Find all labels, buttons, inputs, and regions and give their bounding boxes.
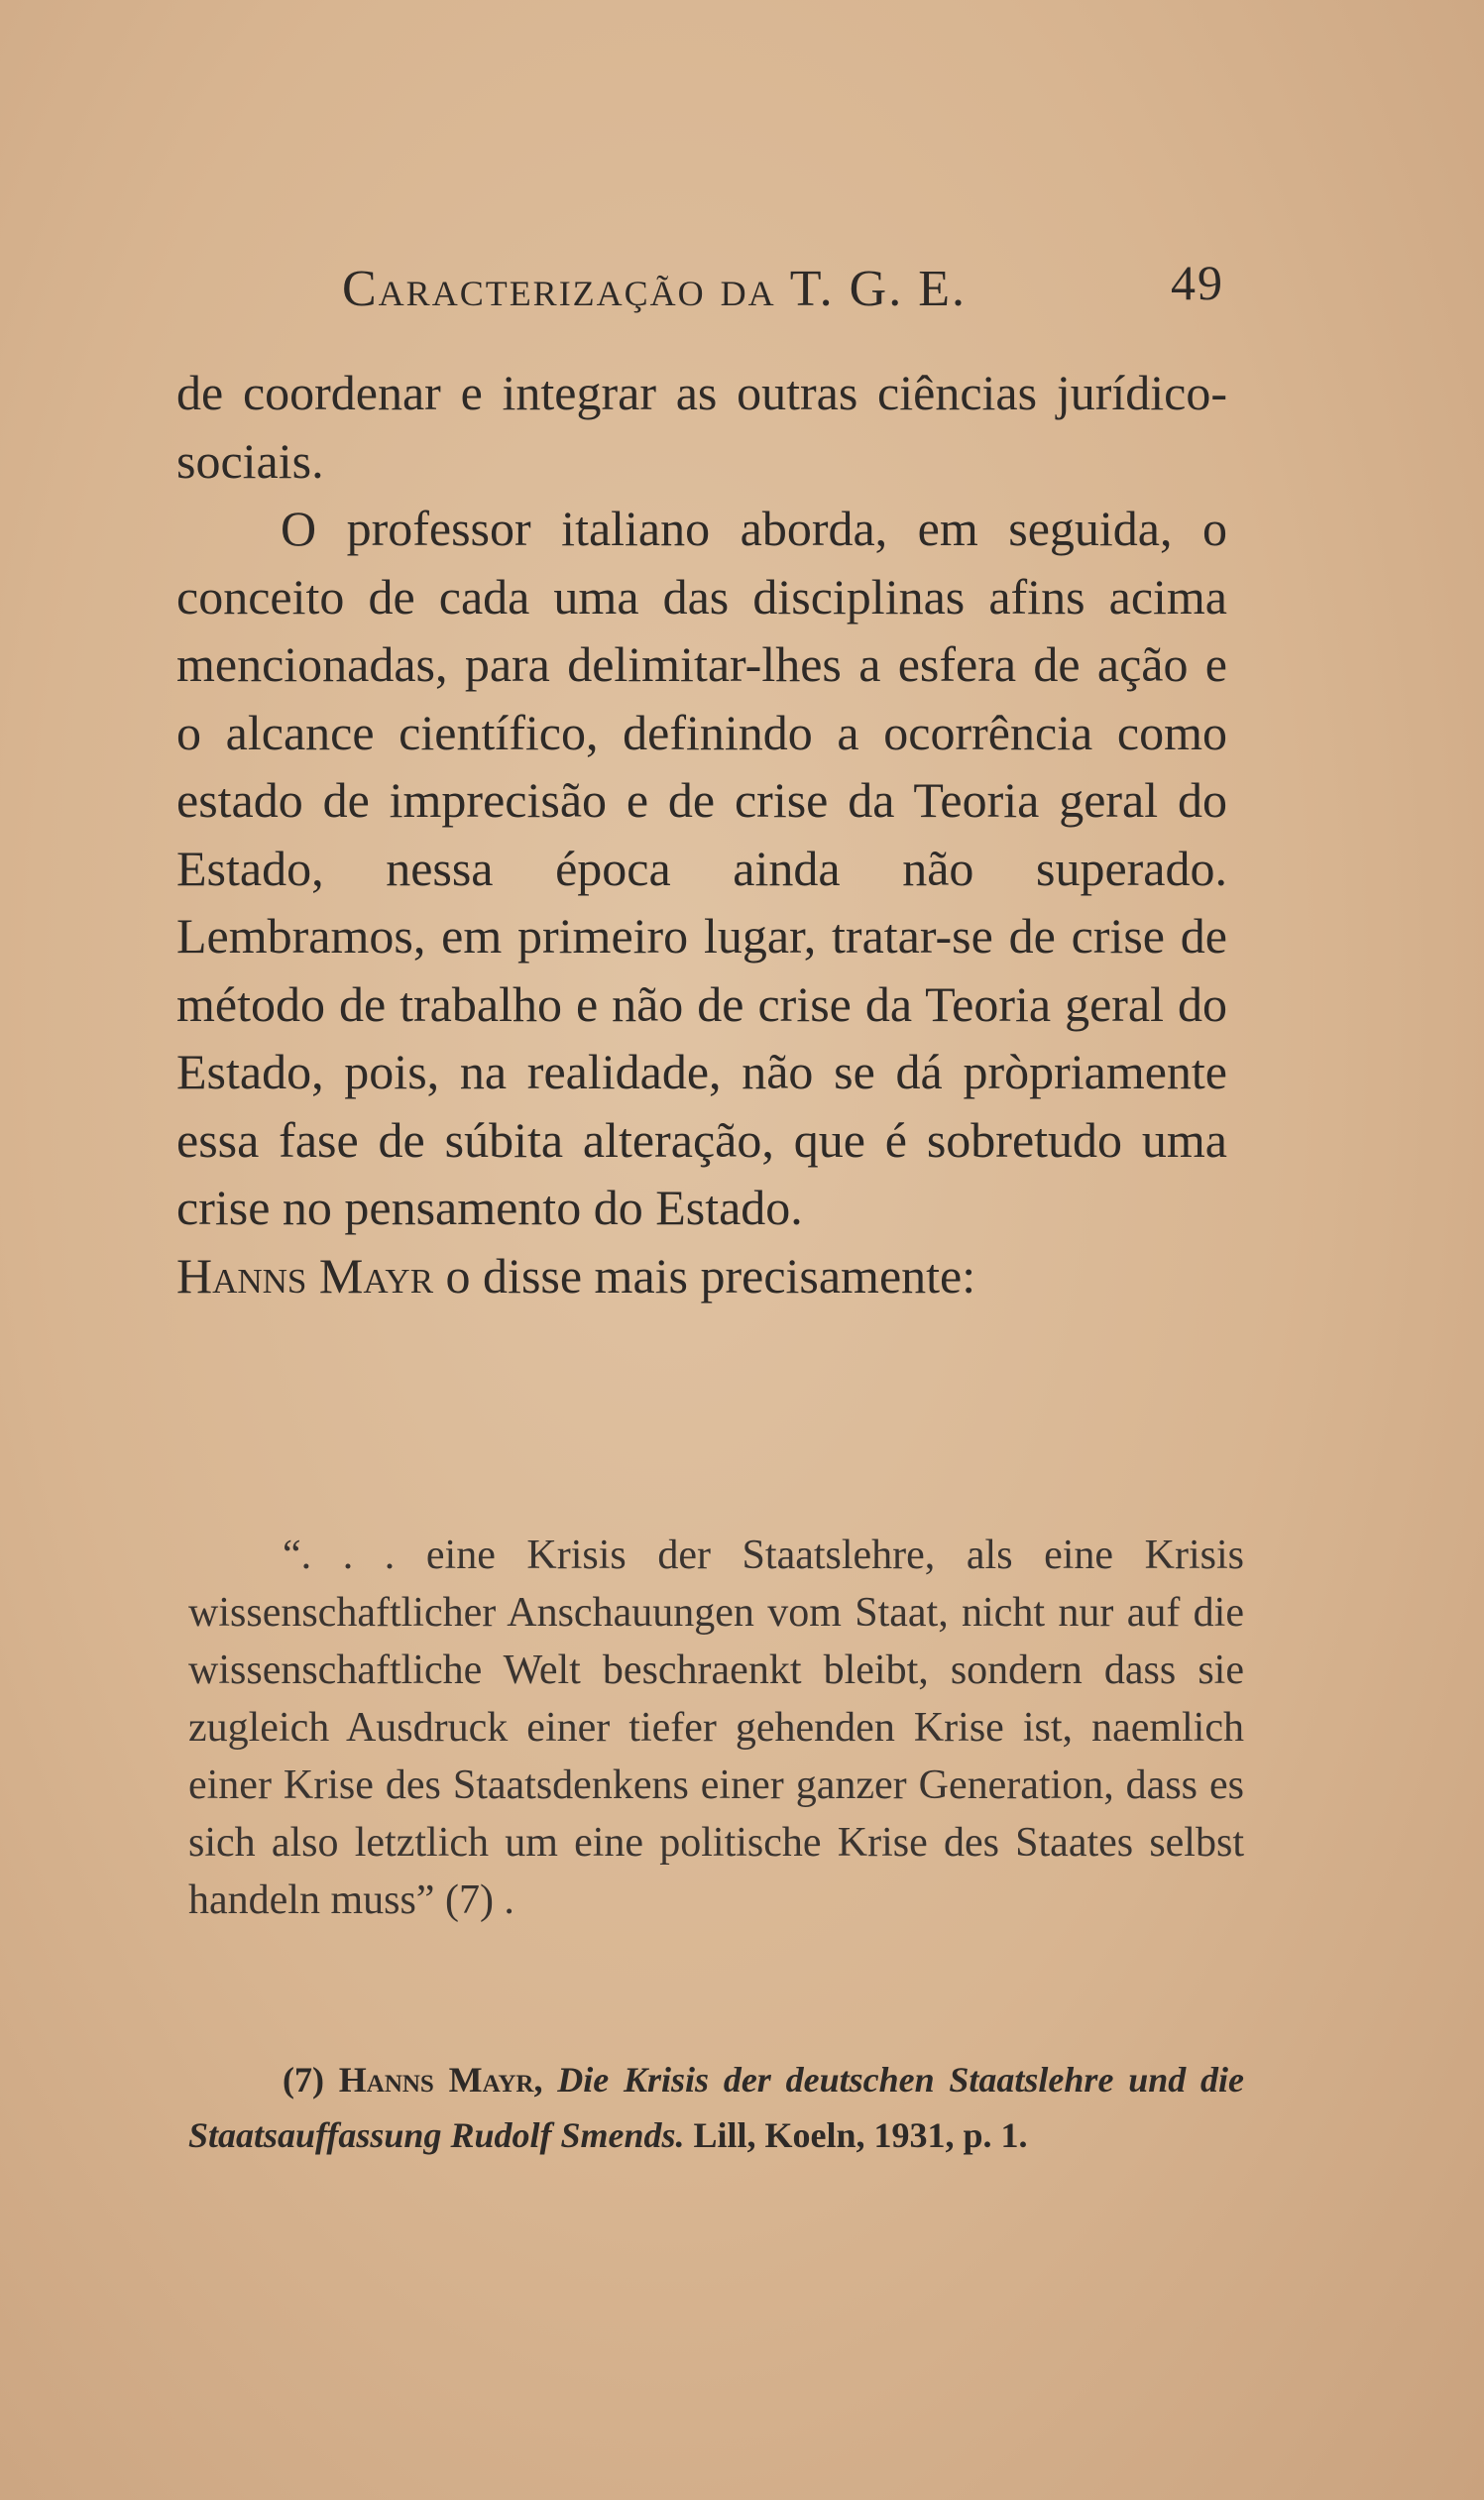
author-name: Hanns Mayr: [176, 1247, 434, 1304]
footnote-work-title: Die Krisis der deutschen Staatslehre und die Staatsauffassung Rudolf Smends.: [188, 2060, 1244, 2155]
running-title: Caracterização da T. G. E.: [342, 261, 967, 317]
paragraph-main: [176, 495, 1227, 1309]
paragraph-main-text: O professor italiano aborda, em seguida, o conceito de cada uma das disciplinas afins acima mencionadas, para delimitar-lhes a esfera de ação e o alcance científico, definindo a ocorrência como estado de imprecisão e de crise da Teoria geral do Estado, nessa época ainda não superado. Lembramos, em primeiro lugar, tratar-se de crise de método de trabalho e não de crise da Teoria geral do Estado, pois, na realidade, não se dá pròpriamente essa fase de súbita alteração, que é sobretudo uma crise no pensamento do Estado.: [176, 501, 1227, 1235]
block-quote: “. . . eine Krisis der Staatslehre, als eine Krisis wissenschaftlicher Anschauungen vom Staat, nicht nur auf die wissenschaftliche Welt beschraenkt bleibt, sondern dass sie zugleich Ausdruck einer tiefer gehenden Krise ist, naemlich einer Krise des Staatsdenkens einer ganzer Generation, dass es sich also letztlich um eine politische Krise des Staates selbst handeln muss” (7) .: [188, 1533, 1244, 1923]
running-head: [342, 255, 1224, 329]
body-text: [176, 359, 1227, 1309]
footnote-author: Hanns Mayr,: [338, 2060, 543, 2100]
footnote-publication: Lill, Koeln, 1931, p. 1.: [693, 2115, 1028, 2155]
paragraph-end: o disse mais precisamente:: [433, 1247, 976, 1304]
page-number: 49: [1171, 255, 1224, 310]
footnote-marker: (7): [283, 2060, 324, 2100]
footnote: [188, 2052, 1244, 2163]
paragraph-continuation: de coordenar e integrar as outras ciências jurídico-sociais.: [176, 365, 1227, 489]
